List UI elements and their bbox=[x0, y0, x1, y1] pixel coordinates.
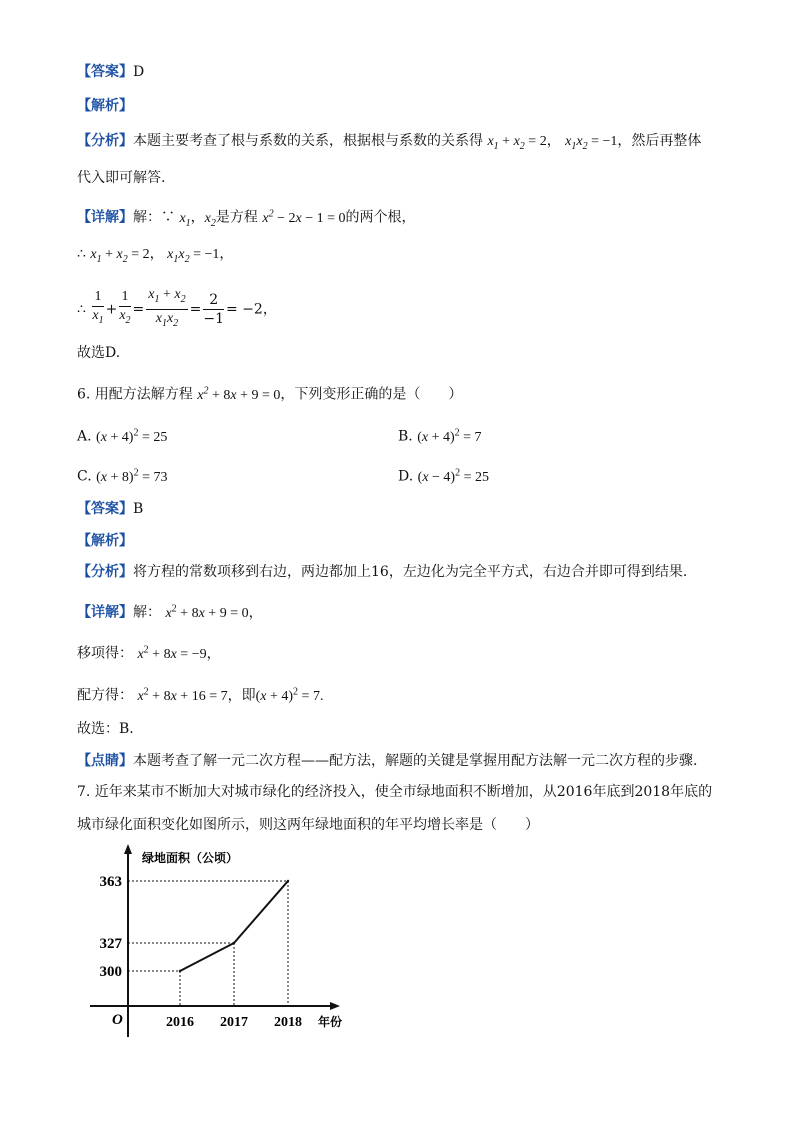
fraction-3: $\frac{x_1 + x_2}{x_1x_2}$ bbox=[148, 287, 186, 329]
answer-value: D bbox=[133, 64, 145, 80]
q7-year-a: 2016 bbox=[556, 784, 593, 800]
therefore-sign: ∴ bbox=[77, 246, 86, 262]
detail-text-b: 是方程 bbox=[215, 209, 258, 226]
q5-detail-line: 【详解】解：∵ $x_1$，$x_2$是方程 $x^2 - 2x - 1 = 0$的两个根， bbox=[77, 208, 416, 229]
conclusion-text: 故选D. bbox=[77, 345, 121, 361]
q5-fenxi-line: 【分析】本题主要考查了根与系数的关系，根据根与系数的关系得 $x_1 + x_2 = 2$， $x_1x_2 = -1$，然后再整体 bbox=[77, 133, 702, 152]
option-b[interactable] bbox=[398, 423, 482, 448]
therefore-sign-2: ∴ bbox=[77, 301, 86, 318]
q6-answer-line bbox=[77, 499, 143, 519]
q6-detail-tag: 【详解】 bbox=[77, 604, 133, 621]
option-c-label: C. bbox=[77, 468, 92, 485]
x-axis-label: 年份 bbox=[318, 1015, 343, 1029]
q6-stem bbox=[77, 381, 462, 406]
fenxi-tag: 【分析】 bbox=[77, 133, 133, 149]
q6-analysis-tag bbox=[77, 531, 133, 551]
data-point-2017 bbox=[233, 942, 235, 944]
math-equation: $x^2 - 2x - 1 = 0$ bbox=[262, 208, 346, 226]
q6-fenxi-a: 将方程的常数项移到右边，两边都加上 bbox=[133, 564, 371, 580]
option-a-math: $(x + 4)^2 = 25$ bbox=[96, 427, 168, 445]
q6-answer-tag: 【答案】 bbox=[77, 501, 133, 517]
ji-text: 即 bbox=[241, 687, 256, 704]
math-q6-square: $(x + 4)^2 = 7$. bbox=[255, 686, 324, 704]
q6-stem-b: ，下列变形正确的是（ ） bbox=[280, 386, 463, 403]
q7-stem-a: 7. 近年来某市不断加大对城市绿化的经济投入，使全市绿地面积不断增加，从 bbox=[77, 784, 557, 800]
q6-conclusion-text: 故选：B. bbox=[77, 721, 134, 737]
math-sum: $x_1 + x_2 = 2$ bbox=[487, 134, 547, 152]
q6-fenxi-b: ，左边化为完全平方式，右边合并即可得到结果. bbox=[388, 564, 688, 580]
series-line bbox=[180, 881, 288, 971]
q7-stem-d: 城市绿化面积变化如图所示，则这两年绿地面积的年平均增长率是（ ） bbox=[77, 817, 539, 833]
q6-move-line bbox=[77, 640, 221, 665]
y-tick-label-300: 300 bbox=[99, 964, 122, 980]
q6-fenxi-num: 16 bbox=[371, 564, 389, 580]
option-c[interactable] bbox=[77, 463, 167, 488]
math-q6-complete: $x^2 + 8x + 16 = 7$， bbox=[137, 686, 242, 704]
fraction-2: $\frac{1}{x_2}$ bbox=[119, 289, 131, 327]
data-point-2018 bbox=[287, 880, 289, 882]
q6-fenxi-tag: 【分析】 bbox=[77, 564, 133, 580]
dianjing-text: 本题考查了解一元二次方程——配方法，解题的关键是掌握用配方法解一元二次方程的步骤. bbox=[133, 753, 698, 769]
math-vieta: $x_1 + x_2 = 2$， $x_1x_2 = -1$， bbox=[90, 247, 234, 265]
option-d-math: $(x - 4)^2 = 25$ bbox=[417, 467, 489, 485]
q6-fenxi-line bbox=[77, 562, 687, 582]
x-tick-label-2018: 2018 bbox=[274, 1015, 302, 1030]
option-b-label: B. bbox=[398, 428, 413, 445]
option-d[interactable] bbox=[398, 463, 489, 488]
option-a-label: A. bbox=[77, 428, 92, 445]
q6-detail-line bbox=[77, 599, 263, 624]
math-q6-detail: $x^2 + 8x + 9 = 0$， bbox=[165, 603, 263, 621]
fraction-1: $\frac{1}{x_1}$ bbox=[92, 289, 104, 327]
move-label: 移项得： bbox=[77, 645, 133, 662]
fenxi-text-c: 代入即可解答. bbox=[77, 170, 166, 186]
y-axis-label: 绿地面积（公顷） bbox=[142, 851, 239, 865]
option-a[interactable] bbox=[77, 423, 167, 448]
math-q6-equation: $x^2 + 8x + 9 = 0$ bbox=[197, 385, 281, 403]
q6-detail-a: 解： bbox=[133, 604, 161, 621]
q7-stem-line2 bbox=[77, 815, 539, 835]
x-tick-label-2017: 2017 bbox=[220, 1015, 248, 1030]
complete-label: 配方得： bbox=[77, 687, 133, 704]
option-b-math: $(x + 4)^2 = 7$ bbox=[417, 427, 482, 445]
q6-answer-value: B bbox=[133, 501, 144, 517]
x-tick-label-2016: 2016 bbox=[166, 1015, 194, 1030]
y-axis-arrow bbox=[124, 844, 132, 854]
math-q6-move: $x^2 + 8x = -9$， bbox=[137, 644, 221, 662]
q5-analysis-tag bbox=[77, 96, 133, 116]
q7-stem-c: 年底的 bbox=[670, 784, 713, 800]
q7-stem-line1 bbox=[77, 782, 712, 802]
q5-fenxi-line2 bbox=[77, 168, 165, 188]
math-roots: $x_1$ bbox=[179, 210, 191, 229]
detail-text-c: 的两个根， bbox=[345, 209, 416, 226]
detail-tag: 【详解】 bbox=[77, 209, 133, 226]
y-tick-label-363: 363 bbox=[99, 874, 122, 890]
q6-analysis-tag-text: 【解析】 bbox=[77, 533, 133, 549]
q6-conclusion bbox=[77, 719, 134, 739]
detail-text-a: 解：∵ bbox=[133, 209, 175, 226]
fraction-4: $\frac{2}{-1}$ bbox=[203, 291, 224, 327]
fenxi-text-b: ，然后再整体 bbox=[617, 133, 702, 149]
x-axis-arrow bbox=[330, 1002, 340, 1010]
q6-complete-line bbox=[77, 682, 323, 707]
q5-answer-line bbox=[77, 62, 144, 82]
q7-stem-b: 年底到 bbox=[592, 784, 635, 800]
option-c-math: $(x + 8)^2 = 73$ bbox=[96, 467, 168, 485]
q7-year-b: 2018 bbox=[634, 784, 671, 800]
fenxi-text: 本题主要考查了根与系数的关系，根据根与系数的关系得 bbox=[133, 133, 483, 149]
q6-dianjing-line bbox=[77, 751, 697, 771]
q5-conclusion bbox=[77, 343, 120, 363]
math-product: $x_1x_2 = -1$ bbox=[565, 134, 618, 152]
option-d-label: D. bbox=[398, 468, 414, 485]
answer-tag: 【答案】 bbox=[77, 64, 133, 80]
data-point-2016 bbox=[179, 970, 181, 972]
origin-label: O bbox=[112, 1012, 123, 1028]
q5-step1 bbox=[77, 244, 233, 270]
analysis-tag: 【解析】 bbox=[77, 98, 133, 114]
green-area-chart bbox=[80, 842, 360, 1042]
q5-step2: ∴ $\frac{1}{x_1}$ + $\frac{1}{x_2}$ = $\frac{x_1 + x_2}{x_1x_2}$ = $\frac{2}{-1}$ = −2， bbox=[77, 286, 277, 333]
q6-stem-a: 6. 用配方法解方程 bbox=[77, 386, 193, 403]
dianjing-tag: 【点睛】 bbox=[77, 753, 133, 769]
y-tick-label-327: 327 bbox=[99, 936, 122, 952]
